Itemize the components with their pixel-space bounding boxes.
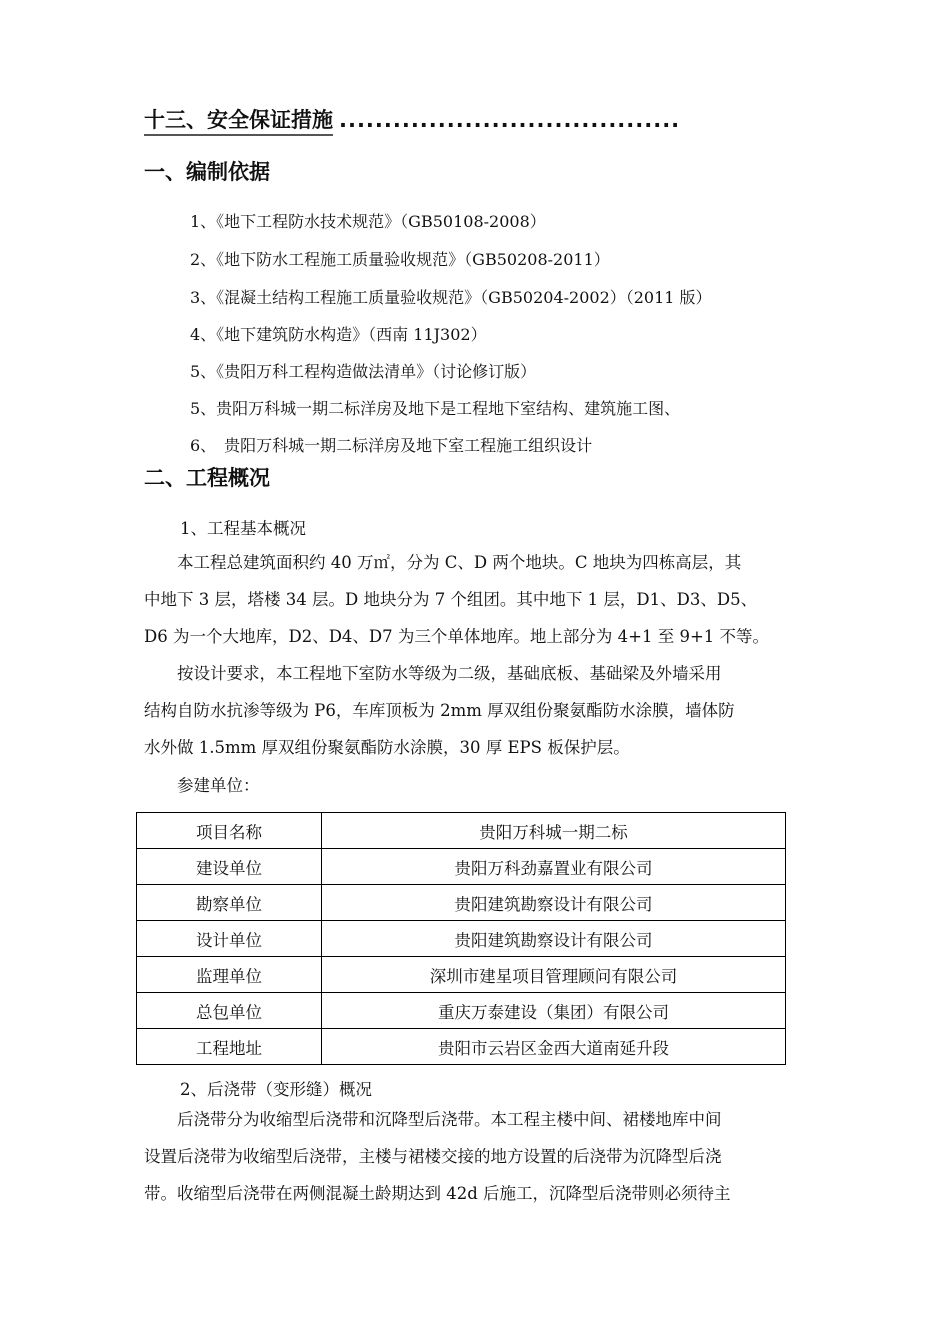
- reference-item: 6、 贵阳万科城一期二标洋房及地下室工程施工组织设计: [190, 436, 593, 455]
- participants-label: 参建单位：: [144, 776, 260, 795]
- subsection-post-cast-strip: 2、后浇带（变形缝）概况: [180, 1080, 372, 1099]
- section-heading-basis: 一、编制依据: [144, 160, 270, 184]
- table-cell-label: 项目名称: [137, 813, 322, 849]
- paragraph-line: D6 为一个大地库，D2、D4、D7 为三个单体地库。地上部分为 4+1 至 9+1 不等。: [144, 627, 770, 646]
- paragraph-line: 结构自防水抗渗等级为 P6，车库顶板为 2mm 厚双组份聚氨酯防水涂膜，墙体防: [144, 701, 735, 720]
- section-heading-overview: 二、工程概况: [144, 466, 270, 490]
- subsection-basic-overview: 1、工程基本概况: [180, 519, 306, 538]
- table-cell-value: 重庆万泰建设（集团）有限公司: [322, 993, 786, 1029]
- table-row: [137, 1029, 786, 1065]
- paragraph-area: [144, 544, 808, 655]
- table-cell-label: 总包单位: [137, 993, 322, 1029]
- paragraph-line: 后浇带分为收缩型后浇带和沉降型后浇带。本工程主楼中间、裙楼地库中间: [144, 1110, 722, 1129]
- table-cell-label: 勘察单位: [137, 885, 322, 921]
- table-row: [137, 813, 786, 849]
- paragraph-line: 本工程总建筑面积约 40 万㎡，分为 C、D 两个地块。C 地块为四栋高层，其: [144, 553, 742, 572]
- table-row: [137, 957, 786, 993]
- table-row: [137, 993, 786, 1029]
- table-cell-value: 贵阳建筑勘察设计有限公司: [322, 921, 786, 957]
- reference-item: 1、《地下工程防水技术规范》（GB50108-2008）: [190, 212, 546, 231]
- table-cell-label: 建设单位: [137, 849, 322, 885]
- reference-item: 2、《地下防水工程施工质量验收规范》（GB50208-2011）: [190, 250, 610, 269]
- reference-item: 5、贵阳万科城一期二标洋房及地下是工程地下室结构、建筑施工图、: [190, 399, 681, 418]
- table-cell-label: 监理单位: [137, 957, 322, 993]
- table-cell-label: 设计单位: [137, 921, 322, 957]
- table-row: [137, 885, 786, 921]
- paragraph-post-cast-strip: [144, 1101, 808, 1212]
- toc-entry[interactable]: [144, 104, 804, 144]
- table-cell-label: 工程地址: [137, 1029, 322, 1065]
- paragraph-line: 设置后浇带为收缩型后浇带，主楼与裙楼交接的地方设置的后浇带为沉降型后浇: [144, 1147, 722, 1166]
- table-cell-value: 贵阳建筑勘察设计有限公司: [322, 885, 786, 921]
- participants-table: [136, 812, 786, 1065]
- paragraph-line: 中地下 3 层，塔楼 34 层。D 地块分为 7 个组团。其中地下 1 层，D1、D3、D5、: [144, 590, 758, 609]
- paragraph-line: 带。收缩型后浇带在两侧混凝土龄期达到 42d 后施工，沉降型后浇带则必须待主: [144, 1184, 731, 1203]
- paragraph-line: 按设计要求，本工程地下室防水等级为二级，基础底板、基础梁及外墙采用: [144, 664, 722, 683]
- paragraph-line: 水外做 1.5mm 厚双组份聚氨酯防水涂膜，30 厚 EPS 板保护层。: [144, 738, 630, 757]
- toc-entry-title[interactable]: 十三、安全保证措施: [144, 108, 333, 136]
- reference-item: 4、《地下建筑防水构造》（西南 11J302）: [190, 325, 487, 344]
- table-cell-value: 贵阳万科劲嘉置业有限公司: [322, 849, 786, 885]
- toc-leader-dots: ......................................: [339, 108, 681, 132]
- reference-item: 3、《混凝土结构工程施工质量验收规范》（GB50204-2002）（2011 版）: [190, 288, 712, 307]
- table-row: [137, 921, 786, 957]
- table-cell-value: 贵阳市云岩区金西大道南延升段: [322, 1029, 786, 1065]
- paragraph-waterproofing: [144, 655, 808, 766]
- table-row: [137, 849, 786, 885]
- table-cell-value: 贵阳万科城一期二标: [322, 813, 786, 849]
- reference-item: 5、《贵阳万科工程构造做法清单》（讨论修订版）: [190, 362, 537, 381]
- table-cell-value: 深圳市建星项目管理顾问有限公司: [322, 957, 786, 993]
